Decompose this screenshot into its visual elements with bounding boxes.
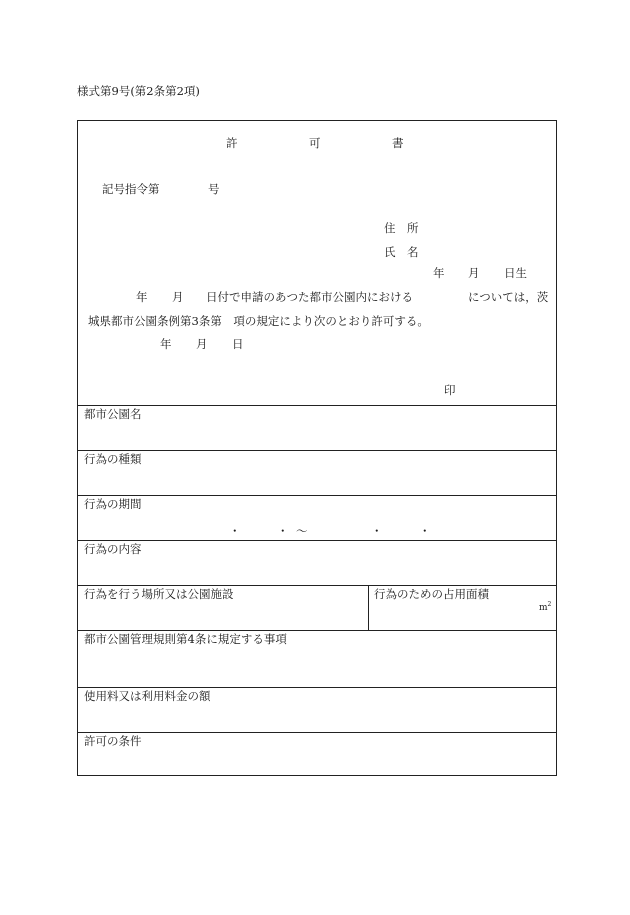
issue-month-label: 月 (196, 337, 208, 351)
period-tilde: ～ (296, 524, 308, 538)
period-dot: ・ (277, 524, 289, 538)
fee-label: 使用料又は利用料金の額 (84, 689, 211, 703)
address-label: 住 所 (384, 221, 419, 235)
row-divider (78, 405, 556, 406)
ordinance-text: 城県都市公園条例第3条第 項の規定により次のとおり許可する。 (88, 314, 429, 328)
act-place-label: 行為を行う場所又は公園施設 (84, 587, 234, 601)
park-name-label: 都市公園名 (84, 407, 142, 421)
seal-mark: 印 (444, 383, 456, 397)
name-label: 氏 名 (384, 245, 419, 259)
row-divider (78, 687, 556, 688)
permit-form (77, 120, 557, 776)
application-text: 日付で申請のあつた都市公園内における (206, 290, 413, 304)
form-number-label: 様式第9号(第2条第2項) (77, 84, 200, 98)
period-dot: ・ (229, 524, 241, 538)
row-divider (78, 630, 556, 631)
conditions-label: 許可の条件 (84, 734, 142, 748)
number-prefix: 記号指令第 (102, 182, 160, 196)
number-suffix: 号 (208, 182, 220, 196)
birth-year-label: 年 (433, 266, 445, 280)
issue-year-label: 年 (160, 337, 172, 351)
act-content-label: 行為の内容 (84, 542, 142, 556)
area-unit: $m^2$ (539, 601, 552, 613)
period-dot: ・ (419, 524, 431, 538)
act-type-label: 行為の種類 (84, 452, 142, 466)
title-char-3: 書 (392, 136, 404, 150)
title-char-2: 可 (309, 136, 321, 150)
row-divider (78, 540, 556, 541)
period-dot: ・ (371, 524, 383, 538)
birth-day-label: 日生 (504, 266, 527, 280)
act-period-label: 行為の期間 (84, 497, 142, 511)
application-month-label: 月 (172, 290, 184, 304)
issue-day-label: 日 (232, 337, 244, 351)
birth-month-label: 月 (468, 266, 480, 280)
application-year-label: 年 (136, 290, 148, 304)
occupied-area-label: 行為のための占用面積 (374, 587, 489, 601)
row-divider (78, 585, 556, 586)
title-char-1: 許 (226, 136, 238, 150)
row-divider (78, 495, 556, 496)
row-divider (78, 450, 556, 451)
row-divider (78, 732, 556, 733)
application-text-tail: については，茨 (468, 290, 549, 304)
rule-items-label: 都市公園管理規則第4条に規定する事項 (84, 632, 287, 646)
column-divider (368, 585, 369, 630)
